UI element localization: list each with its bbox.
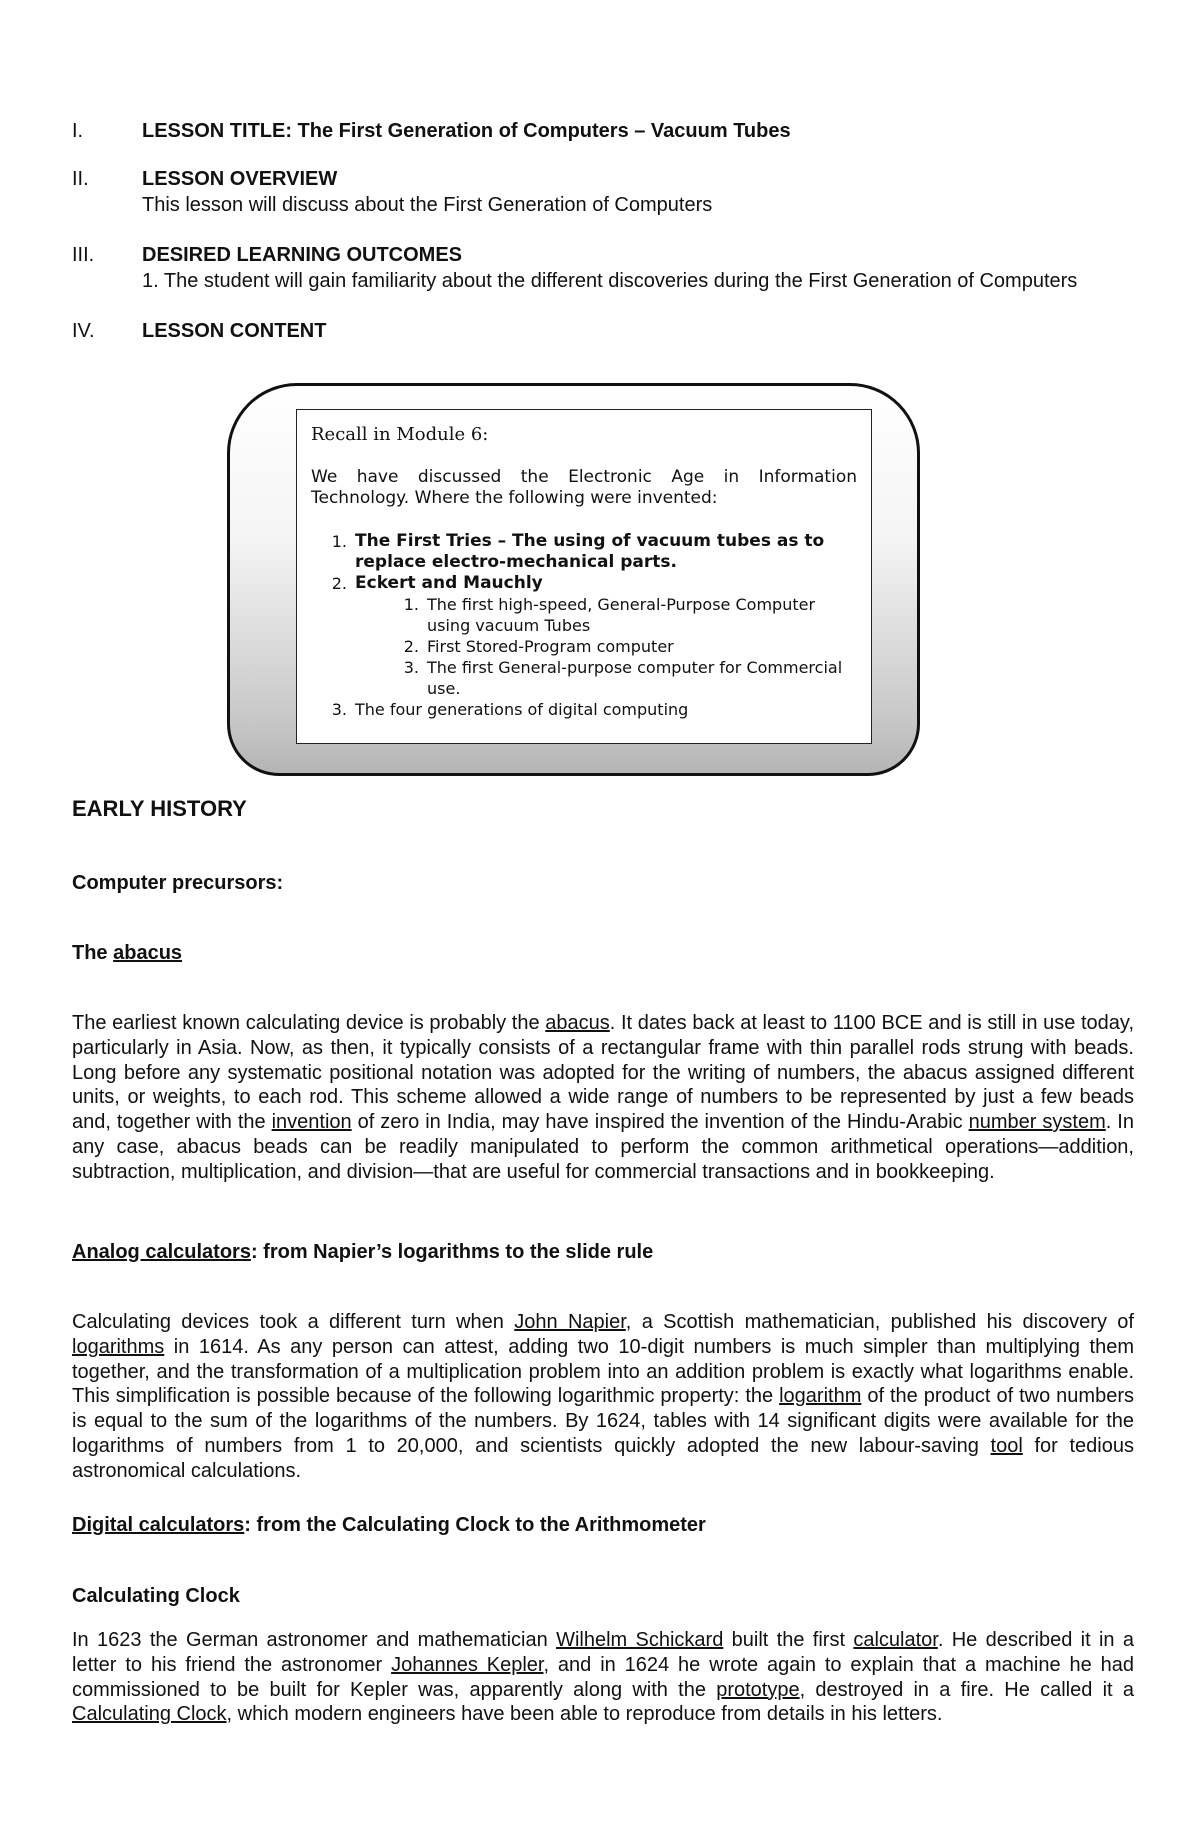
outline-item-outcomes (72, 242, 1132, 294)
text: In 1623 the German astronomer and mathematician (72, 1629, 557, 1651)
heading-text: The (72, 942, 114, 964)
outline-number: II. (72, 168, 89, 190)
johannes-kepler-link[interactable]: Johannes Kepler (391, 1653, 544, 1676)
recall-callout-box (296, 409, 872, 744)
text: , and in 1624 he wrote again to explain that a machine he had commissioned to be built for Kepler was, apparently along with the (72, 1653, 1134, 1701)
lesson-title: LESSON TITLE: The First Generation of Computers – Vacuum Tubes (142, 120, 791, 142)
list-text: The four generations of digital computing (355, 700, 689, 719)
sub-list-item (383, 636, 857, 657)
calculating-clock-heading: Calculating Clock (72, 1585, 240, 1607)
invention-link[interactable]: invention (271, 1111, 352, 1134)
text: built the first (723, 1629, 854, 1651)
list-text: The First Tries – The using of vacuum tubes as to replace electro-mechanical parts. (355, 531, 825, 572)
content-heading: LESSON CONTENT (142, 320, 327, 342)
outline-item-content (72, 318, 1132, 344)
text: Calculating devices took a different turn when (72, 1311, 515, 1333)
tool-link[interactable]: tool (990, 1434, 1023, 1457)
text: for tedious astronomical calculations. (72, 1434, 1134, 1482)
list-text: First Stored-Program computer (427, 637, 674, 656)
list-text: The first high-speed, General-Purpose Computer using vacuum Tubes (427, 595, 816, 635)
sub-list (311, 594, 857, 699)
abacus-heading-link[interactable]: abacus (113, 942, 183, 964)
text: The earliest known calculating device is probably the (72, 1012, 546, 1034)
outcomes-heading: DESIRED LEARNING OUTCOMES (142, 244, 463, 266)
analog-calculators-link[interactable]: Analog calculators (72, 1241, 251, 1263)
john-napier-link[interactable]: John Napier (514, 1311, 626, 1333)
calculating-clock-paragraph (72, 1628, 1134, 1727)
text: of zero in India, may have inspired the invention of the Hindu-Arabic (351, 1111, 969, 1134)
digital-heading (72, 1514, 706, 1537)
calculating-clock-link[interactable]: Calculating Clock (72, 1703, 227, 1726)
list-item (311, 573, 857, 594)
lesson-outline (72, 118, 1132, 366)
text: , which modern engineers have been able to reproduce from details in his letters. (226, 1703, 943, 1726)
recall-text: We have discussed the Electronic Age in Information Technology. Where the following were invented: (311, 467, 857, 508)
sub-list-item (383, 657, 857, 699)
text: of the product of two numbers is equal to the sum of the logarithms of the numbers. By 1624, tables with 14 significant digits were available for the logarithms of numbers from 1 to 20,000, and scientists quickly adopted the new labour-saving (72, 1385, 1134, 1457)
outline-number: III. (72, 244, 95, 266)
list-text: Eckert and Mauchly (355, 573, 543, 593)
text: , destroyed in a fire. He called it a (799, 1678, 1134, 1701)
list-number: 3. (403, 658, 419, 677)
prototype-link[interactable]: prototype (716, 1678, 800, 1701)
outline-number: IV. (72, 320, 95, 342)
sub-list-item (383, 594, 857, 636)
logarithm-link[interactable]: logarithm (779, 1385, 862, 1408)
digital-calculators-link[interactable]: Digital calculators (72, 1514, 245, 1536)
list-item (311, 699, 857, 720)
heading-text: : from Napier’s logarithms to the slide rule (250, 1241, 654, 1263)
list-number: 1. (331, 532, 347, 551)
outline-item-title (72, 118, 1132, 144)
list-item (311, 531, 857, 573)
text: in 1614. As any person can attest, adding two 10-digit numbers is much simpler than multiplying them together, and the transformation of a multiplication problem into an addition problem is exactly what logarithms enable. This simplification is possible because of the following logarithmic property: the (72, 1335, 1134, 1408)
text: . It dates back at least to 1100 BCE and is still in use today, particularly in Asia. Now, as then, it typically consists of a rectangular frame with thin parallel rods strung with beads. Long before any systematic positional notation was adopted for the writing of numbers, the abacus assigned different units, or weights, to each rod. This scheme allowed a wide range of numbers to be represented by just a few beads and, together with the (72, 1012, 1134, 1134)
list-text: The first General-purpose computer for Commercial use. (427, 658, 843, 698)
list-number: 2. (403, 637, 419, 656)
analog-paragraph (72, 1310, 1134, 1484)
calculator-link[interactable]: calculator (853, 1629, 938, 1651)
outline-item-overview (72, 166, 1132, 218)
overview-heading: LESSON OVERVIEW (142, 168, 338, 190)
list-number: 1. (403, 595, 419, 614)
outline-number: I. (72, 120, 84, 142)
list-number: 2. (331, 574, 347, 593)
analog-heading (72, 1241, 653, 1264)
abacus-paragraph (72, 1011, 1134, 1185)
list-number: 3. (331, 700, 347, 719)
precursors-heading: Computer precursors: (72, 872, 284, 894)
logarithms-link[interactable]: logarithms (72, 1335, 165, 1358)
abacus-heading (72, 942, 182, 965)
recall-list (311, 531, 857, 720)
outcomes-text: 1. The student will gain familiarity about the different discoveries during the First Generation of Computers (142, 270, 1078, 292)
text: . In any case, abacus beads can be readily manipulated to perform the common arithmetical operations—addition, subtraction, multiplication, and division—that are useful for commercial transactions and in bookkeeping. (72, 1111, 1134, 1183)
heading-text: : from the Calculating Clock to the Arithmometer (244, 1514, 706, 1536)
overview-text: This lesson will discuss about the First Generation of Computers (142, 194, 713, 216)
early-history-heading: EARLY HISTORY (72, 796, 247, 821)
wilhelm-schickard-link[interactable]: Wilhelm Schickard (556, 1629, 724, 1651)
recall-title: Recall in Module 6: (311, 424, 489, 445)
text: . He described it in a letter to his friend the astronomer (72, 1629, 1134, 1676)
number-system-link[interactable]: number system (968, 1111, 1106, 1134)
text: , a Scottish mathematician, published his discovery of (625, 1311, 1134, 1333)
abacus-link[interactable]: abacus (545, 1012, 610, 1034)
